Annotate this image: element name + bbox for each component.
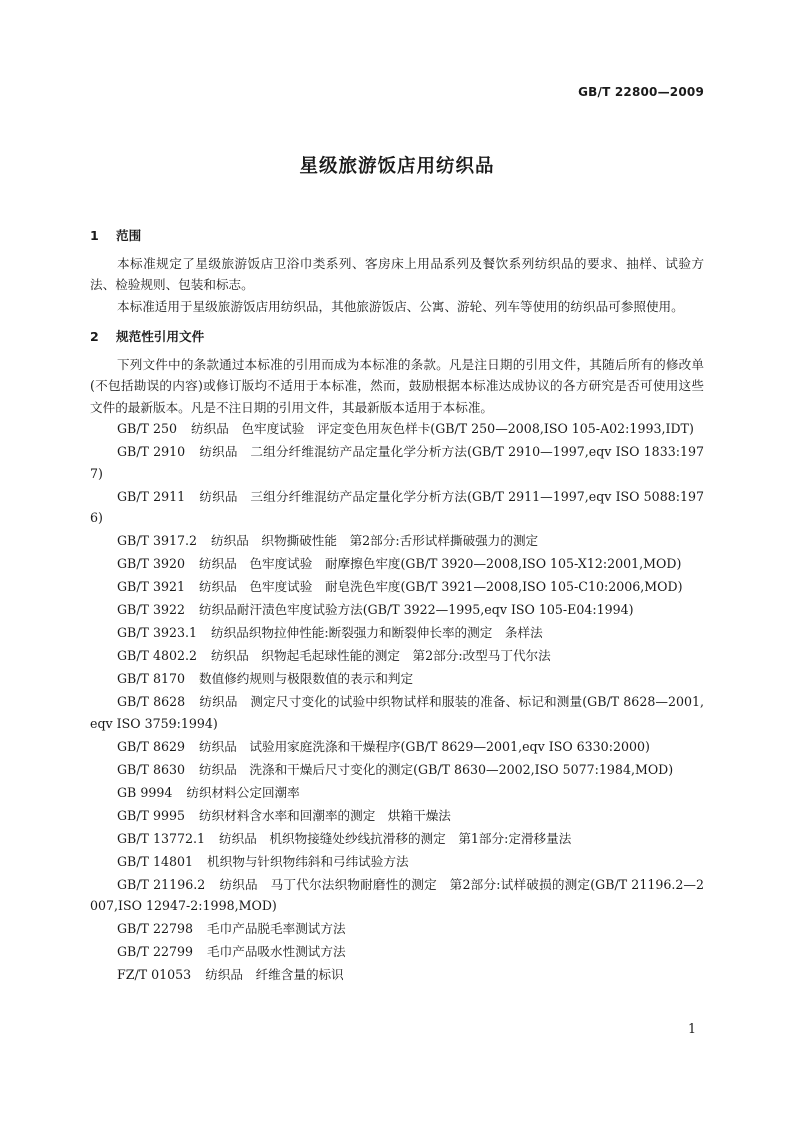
reference-item [90, 964, 704, 986]
reference-title: 纺织品 试验用家庭洗涤和干燥程序(GB/T 8629—2001,eqv ISO 6330:2000) [199, 738, 650, 754]
section-number: 1 [90, 228, 99, 243]
reference-item [90, 441, 704, 484]
reference-item [90, 576, 704, 598]
reference-code: GB/T 13772.1 [117, 830, 206, 846]
reference-item [90, 622, 704, 644]
reference-code: GB/T 9995 [117, 807, 186, 823]
reference-item [90, 418, 704, 440]
reference-title: 纺织品 纤维含量的标识 [205, 967, 344, 982]
reference-code: GB/T 3921 [117, 579, 186, 594]
reference-item [90, 599, 704, 621]
reference-title: 纺织品 色牢度试验 评定变色用灰色样卡(GB/T 250—2008,ISO 105-A02:1993,IDT) [191, 421, 694, 436]
reference-title: 纺织品 二组分纤维混纺产品定量化学分析方法(GB/T 2910—1997,eqv ISO 1833:1977) [90, 444, 704, 481]
reference-item [90, 691, 704, 734]
reference-code: FZ/T 01053 [117, 967, 192, 982]
reference-item [90, 736, 704, 758]
reference-title: 纺织材料含水率和回潮率的测定 烘箱干燥法 [199, 807, 451, 823]
reference-item [90, 645, 704, 667]
reference-code: GB/T 21196.2 [117, 876, 206, 892]
reference-item [90, 486, 704, 529]
reference-item [90, 553, 704, 575]
section-number: 2 [90, 329, 99, 344]
reference-list [90, 418, 704, 986]
reference-title: 纺织品 测定尺寸变化的试验中织物试样和服装的准备、标记和测量(GB/T 8628—2001,eqv ISO 3759:1994) [90, 694, 704, 731]
section-title: 范围 [116, 228, 142, 243]
reference-code: GB/T 2910 [117, 444, 186, 459]
section-scope [90, 225, 704, 317]
reference-item [90, 530, 704, 552]
reference-code: GB/T 2911 [117, 488, 186, 504]
reference-item [90, 668, 704, 690]
reference-item [90, 782, 704, 804]
reference-title: 纺织品 色牢度试验 耐皂洗色牢度(GB/T 3921—2008,ISO 105-C10:2006,MOD) [199, 579, 683, 594]
paragraph: 本标准适用于星级旅游饭店用纺织品，其他旅游饭店、公寓、游轮、列车等使用的纺织品可参照使用。 [117, 298, 684, 314]
reference-code: GB/T 8629 [117, 738, 186, 754]
reference-title: 纺织品 洗涤和干燥后尺寸变化的测定(GB/T 8630—2002,ISO 5077:1984,MOD) [199, 761, 674, 777]
reference-title: 纺织品耐汗渍色牢度试验方法(GB/T 3922—1995,eqv ISO 105-E04:1994) [199, 602, 634, 617]
reference-code: GB/T 3920 [117, 556, 186, 571]
reference-item [90, 851, 704, 873]
reference-code: GB/T 14801 [117, 853, 194, 869]
document-body [90, 225, 704, 987]
reference-code: GB/T 3923.1 [117, 625, 198, 640]
paragraph: 本标准规定了星级旅游饭店卫浴巾类系列、客房床上用品系列及餐饮系列纺织品的要求、抽样、试验方法、检验规则、包装和标志。 [90, 255, 704, 292]
document-title: 星级旅游饭店用纺织品 [299, 156, 495, 177]
reference-code: GB/T 4802.2 [117, 648, 198, 663]
reference-code: GB/T 8170 [117, 671, 186, 686]
reference-title: 纺织品 色牢度试验 耐摩擦色牢度(GB/T 3920—2008,ISO 105-X12:2001,MOD) [199, 556, 682, 571]
reference-code: GB/T 3922 [117, 602, 186, 617]
reference-item [90, 828, 704, 850]
reference-code: GB/T 8628 [117, 694, 186, 709]
reference-title: 纺织品 织物起毛起球性能的测定 第2部分:改型马丁代尔法 [211, 648, 551, 663]
reference-title: 毛巾产品吸水性测试方法 [207, 944, 346, 959]
reference-item [90, 759, 704, 781]
reference-code: GB/T 8630 [117, 761, 186, 777]
reference-title: 纺织品 马丁代尔法织物耐磨性的测定 第2部分:试样破损的测定(GB/T 21196.2—2007,ISO 12947-2:1998,MOD) [90, 876, 704, 913]
reference-title: 纺织品 三组分纤维混纺产品定量化学分析方法(GB/T 2911—1997,eqv ISO 5088:1976) [90, 488, 704, 525]
reference-item [90, 941, 704, 963]
reference-code: GB/T 22799 [117, 944, 194, 959]
section-normative-references [90, 326, 704, 986]
reference-code: GB/T 22798 [117, 921, 194, 936]
reference-code: GB/T 250 [117, 421, 177, 436]
section-heading [90, 326, 704, 348]
reference-item [90, 805, 704, 827]
section-title: 规范性引用文件 [116, 329, 205, 344]
paragraph: 下列文件中的条款通过本标准的引用而成为本标准的条款。凡是注日期的引用文件，其随后所有的修改单(不包括勘误的内容)或修订版均不适用于本标准，然而，鼓励根据本标准达成协议的各方研究是否可使用这些文件的最新版本。凡是不注日期的引用文件，其最新版本适用于本标准。 [90, 356, 704, 415]
reference-title: 纺织材料公定回潮率 [186, 784, 300, 800]
reference-title: 纺织品 织物撕破性能 第2部分:舌形试样撕破强力的测定 [211, 533, 539, 548]
section-heading [90, 225, 704, 247]
standard-code: GB/T 22800—2009 [578, 85, 704, 99]
reference-title: 数值修约规则与极限数值的表示和判定 [199, 671, 414, 686]
reference-item [90, 874, 704, 917]
reference-code: GB 9994 [117, 784, 173, 800]
page-number: 1 [687, 1021, 696, 1036]
reference-title: 毛巾产品脱毛率测试方法 [207, 921, 346, 936]
reference-title: 纺织品 机织物接缝处纱线抗滑移的测定 第1部分:定滑移量法 [219, 830, 572, 846]
reference-title: 机织物与针织物纬斜和弓纬试验方法 [207, 853, 409, 869]
reference-title: 纺织品织物拉伸性能:断裂强力和断裂伸长率的测定 条样法 [211, 625, 543, 640]
reference-code: GB/T 3917.2 [117, 533, 198, 548]
reference-item [90, 918, 704, 940]
